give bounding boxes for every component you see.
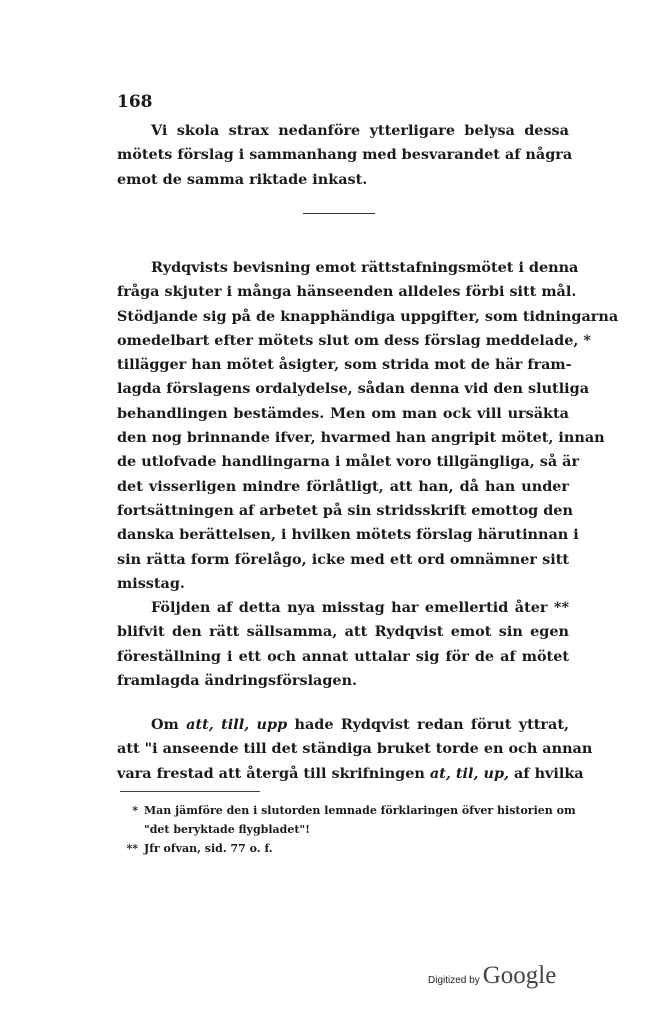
text-line: mötets förslag i sammanhang med besvarandet af några <box>117 146 573 164</box>
digitized-watermark <box>428 962 556 990</box>
page-number: 168 <box>117 92 153 112</box>
text-line: föreställning i ett och annat uttalar sig för de af mötet <box>117 647 569 665</box>
google-logo: Google <box>482 962 557 989</box>
text-line: danska berättelsen, i hvilken mötets förslag härutinnan i <box>117 526 579 544</box>
text-line: emot de samma riktade inkast. <box>117 170 368 188</box>
footnote-1 <box>120 801 576 820</box>
footnote-mark: ** <box>126 842 138 855</box>
section-divider <box>303 213 375 214</box>
text-line: Rydqvists bevisning emot rättstafningsmötet i denna <box>151 259 579 276</box>
text-line: Stödjande sig på de knapphändiga uppgifter, som tidningarna <box>117 307 619 325</box>
text-line: det visserligen mindre förlåtligt, att han, då han under <box>117 477 569 495</box>
paragraph-4 <box>117 713 593 786</box>
footnote-divider <box>120 791 260 792</box>
text-line: att "i anseende till det ständiga bruket torde en och annan <box>117 740 593 758</box>
paragraph-1 <box>117 119 573 192</box>
paragraph-2-3 <box>117 256 619 693</box>
text-line: vara frestad att återgå till skrifningen at, til, up, af hvilka <box>117 764 584 782</box>
footnote-mark: * <box>132 804 138 817</box>
text-line: Vi skola strax nedanföre ytterligare belysa dessa <box>151 122 569 139</box>
text-line: misstag. <box>117 574 185 592</box>
text-line: Om att, till, upp hade Rydqvist redan förut yttrat, <box>151 716 569 733</box>
footnote-1-continued: "det beryktade flygbladet"! <box>144 823 310 836</box>
footnote-text: Jfr ofvan, sid. 77 o. f. <box>144 842 273 855</box>
digitized-prefix: Digitized by <box>428 975 480 986</box>
text-line: lagda förslagens ordalydelse, sådan denna vid den slutliga <box>117 380 590 398</box>
text-line: den nog brinnande ifver, hvarmed han angripit mötet, innan <box>117 429 605 447</box>
footnote-text: Man jämföre den i slutorden lemnade förklaringen öfver historien om <box>144 804 576 817</box>
footnotes <box>120 801 576 858</box>
text-line: framlagda ändringsförslagen. <box>117 672 358 690</box>
text-line: fortsättningen af arbetet på sin stridsskrift emottog den <box>117 501 573 519</box>
text-line: sin rätta form förelågo, icke med ett ord omnämner sitt <box>117 550 569 568</box>
text-line: omedelbart efter mötets slut om dess förslag meddelade, * <box>117 331 591 349</box>
text-line: behandlingen bestämdes. Men om man ock vill ursäkta <box>117 404 569 422</box>
text-line: de utlofvade handlingarna i målet voro tillgängliga, så är <box>117 453 580 471</box>
text-line: fråga skjuter i många hänseenden alldeles förbi sitt mål. <box>117 283 577 301</box>
text-line: blifvit den rätt sällsamma, att Rydqvist emot sin egen <box>117 623 569 641</box>
text-line: tillägger han mötet åsigter, som strida mot de här fram- <box>117 356 572 374</box>
text-line: Följden af detta nya misstag har emellertid åter ** <box>151 599 569 617</box>
footnote-2 <box>120 839 570 858</box>
